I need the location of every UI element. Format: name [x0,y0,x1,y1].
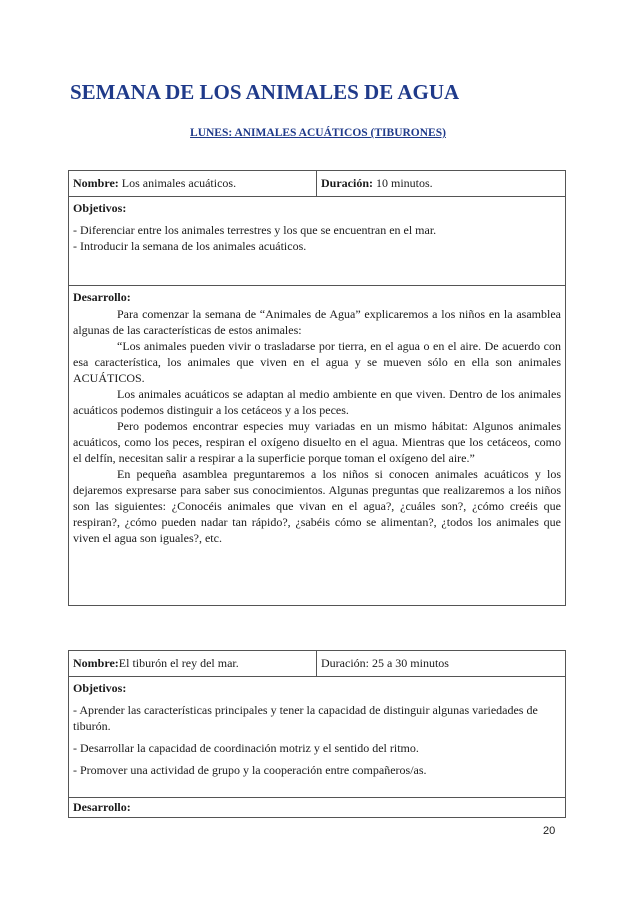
table1-objetivos-row [69,196,565,285]
desarrollo-block [69,286,565,549]
duracion-value: 10 minutos. [373,176,433,190]
desarrollo-paragraph: Para comenzar la semana de “Animales de Agua” explicaremos a los niños en la asamblea algunas de las características de estos animales: [73,307,561,337]
table1-desarrollo-row [69,285,565,605]
desarrollo-paragraph: Pero podemos encontrar especies muy variadas en un mismo hábitat: Algunos animales acuáticos, como los peces, respiran el oxígeno disuelto en el agua. Mientras que los cetáceos, como el delfín, necesitan salir a respirar a la superficie porque toman el oxígeno del aire.” [73,419,561,465]
page-number: 20 [543,825,556,837]
objetivos-label: Objetivos: [73,681,127,695]
objetivos-label: Objetivos: [73,201,127,215]
objetivo-item: - Desarrollar la capacidad de coordinación motriz y el sentido del ritmo. [73,741,419,755]
objetivo-item: - Aprender las características principales y tener la capacidad de distinguir algunas variedades de tiburón. [73,703,538,733]
table1-duracion-cell [317,171,565,196]
nombre-label: Nombre: [73,176,119,190]
page-subtitle: LUNES: ANIMALES ACUÁTICOS (TIBURONES) [190,127,446,139]
objetivo-item: - Promover una actividad de grupo y la cooperación entre compañeros/as. [73,763,427,777]
page-title: SEMANA DE LOS ANIMALES DE AGUA [70,80,460,104]
desarrollo-label: Desarrollo: [73,800,131,814]
duracion-label: Duración: [321,176,373,190]
table2-objetivos-row [69,676,565,797]
objetivo-item: - Introducir la semana de los animales acuáticos. [73,239,307,253]
objetivos-block [69,197,565,257]
table1-nombre-cell [69,171,317,196]
objetivo-item: - Diferenciar entre los animales terrestres y los que se encuentran en el mar. [73,223,437,237]
activity-table-1 [68,170,566,606]
desarrollo-paragraph: Los animales acuáticos se adaptan al medio ambiente en que viven. Dentro de los animales acuáticos podemos distinguir a los cetáceos y a los peces. [73,387,561,417]
desarrollo-paragraph: “Los animales pueden vivir o trasladarse por tierra, en el agua o en el aire. De acuerdo con esa característica, los animales que viven en el agua y se mueven sólo en ella son animales ACUÁTICOS. [73,339,561,385]
table2-duracion-cell [317,651,565,676]
nombre-value: Los animales acuáticos. [118,176,237,190]
table2-desarrollo-row [69,797,565,817]
nombre-label: Nombre: [73,656,119,670]
desarrollo-label: Desarrollo: [73,290,131,304]
nombre-value: El tiburón el rey del mar. [118,656,239,670]
duracion-value: Duración: 25 a 30 minutos [321,656,449,670]
table2-nombre-cell [69,651,317,676]
desarrollo-block [69,798,565,818]
table2-header-row [69,651,565,676]
desarrollo-paragraph: En pequeña asamblea preguntaremos a los niños si conocen animales acuáticos y los dejaremos expresarse para saber sus conocimientos. Algunas preguntas que realizaremos a los niños son las siguientes: ¿Conocéis animales que vivan en el agua?, ¿cuáles son?, ¿cómo creéis que respiran?, ¿cómo pueden nadar tan rápido?, ¿sabéis cómo se alimentan?, ¿todos los animales que viven el agua son iguales?, etc. [73,467,561,545]
activity-table-2 [68,650,566,818]
objetivos-block [69,677,565,781]
table1-header-row [69,171,565,196]
